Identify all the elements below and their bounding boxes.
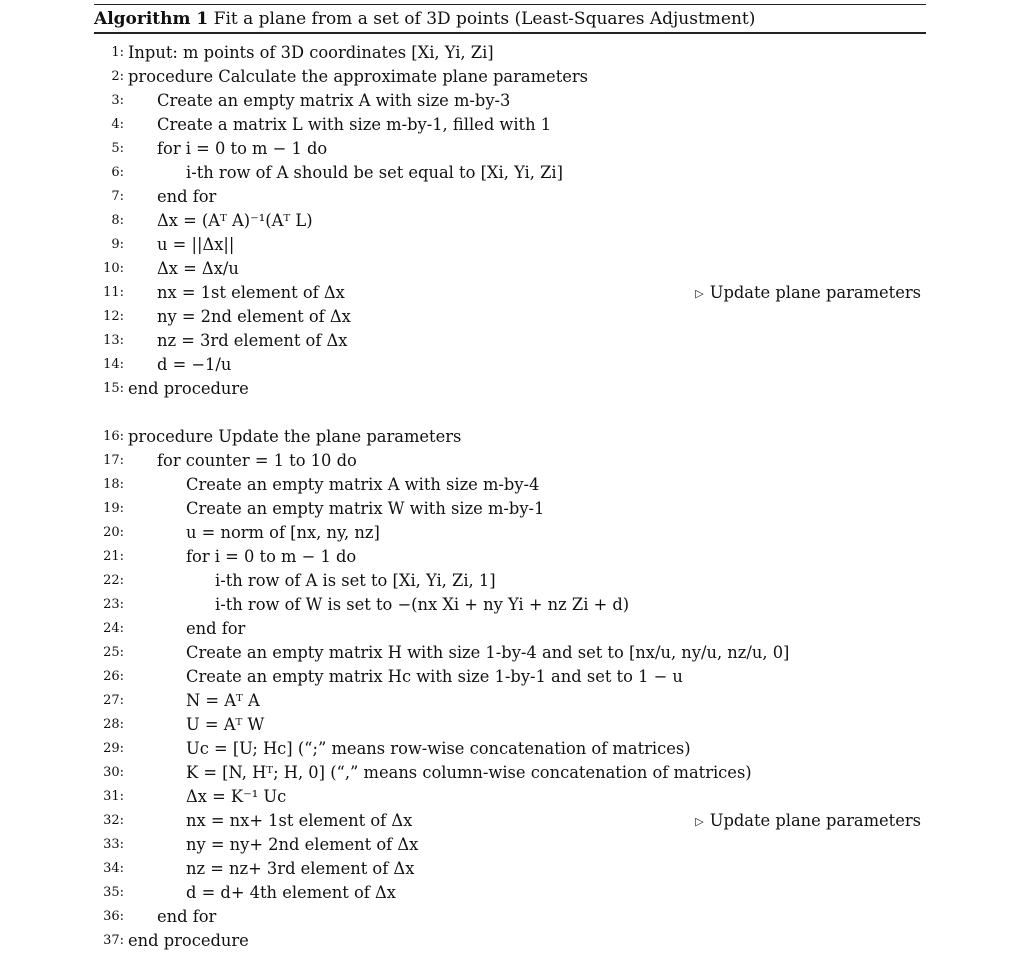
algorithm-line-36 [94, 905, 926, 929]
line-text: nz = 3rd element of Δx [157, 330, 348, 350]
line-text: Uc = [U; Hc] (“;” means row-wise concatenation of matrices) [186, 738, 691, 758]
line-text: for counter = 1 to 10 do [157, 450, 357, 470]
caption-text: Fit a plane from a set of 3D points (Least-Squares Adjustment) [213, 9, 756, 30]
line-text: ny = ny+ 2nd element of Δx [186, 834, 419, 854]
line-number: 10: [103, 260, 124, 276]
algorithm-line-4 [94, 113, 926, 137]
algorithm-line-7 [94, 185, 926, 209]
line-number: 18: [103, 476, 124, 492]
line-number: 33: [103, 836, 124, 852]
algorithm-body [94, 34, 926, 953]
line-number: 13: [103, 332, 124, 348]
algorithm-line-23 [94, 593, 926, 617]
line-text: u = ||Δx|| [157, 234, 235, 254]
line-number: 19: [103, 500, 124, 516]
line-number: 16: [103, 428, 124, 444]
algorithm-line-34 [94, 857, 926, 881]
algorithm-caption [94, 5, 926, 32]
line-text: i-th row of A should be set equal to [Xi, Yi, Zi] [186, 162, 563, 182]
line-text: ny = 2nd element of Δx [157, 306, 351, 326]
comment-text: Update plane parameters [709, 282, 921, 302]
line-text: Δx = K⁻¹ Uc [186, 786, 287, 806]
procedure-gap [94, 401, 926, 425]
algorithm-line-30 [94, 761, 926, 785]
line-text: end procedure [128, 378, 249, 398]
algorithm-line-22 [94, 569, 926, 593]
algorithm-line-11 [94, 281, 926, 305]
algorithm-line-18 [94, 473, 926, 497]
line-number: 27: [103, 692, 124, 708]
line-text: d = d+ 4th element of Δx [186, 882, 396, 902]
algorithm-comment [695, 809, 921, 834]
comment-triangle-icon: ▷ [695, 814, 704, 828]
line-text: U = Aᵀ W [186, 714, 265, 734]
line-number: 3: [111, 92, 124, 108]
line-text: end for [157, 906, 217, 926]
line-number: 20: [103, 524, 124, 540]
line-text: Create an empty matrix Hc with size 1-by-1 and set to 1 − u [186, 666, 683, 686]
algorithm-line-37 [94, 929, 926, 953]
line-number: 8: [111, 212, 124, 228]
line-text: N = Aᵀ A [186, 690, 260, 710]
line-text: u = norm of [nx, ny, nz] [186, 522, 380, 542]
algorithm-line-1 [94, 41, 926, 65]
algorithm-line-21 [94, 545, 926, 569]
line-number: 28: [103, 716, 124, 732]
line-text: for i = 0 to m − 1 do [157, 138, 328, 158]
line-text: Create an empty matrix A with size m-by-4 [186, 474, 540, 494]
line-text: nx = 1st element of Δx [157, 282, 345, 302]
line-text: i-th row of A is set to [Xi, Yi, Zi, 1] [215, 570, 496, 590]
algorithm-line-33 [94, 833, 926, 857]
line-number: 26: [103, 668, 124, 684]
comment-text: Update plane parameters [709, 810, 921, 830]
line-number: 14: [103, 356, 124, 372]
algorithm-line-15 [94, 377, 926, 401]
line-text: nz = nz+ 3rd element of Δx [186, 858, 415, 878]
line-number: 1: [111, 44, 124, 60]
line-number: 25: [103, 644, 124, 660]
comment-triangle-icon: ▷ [695, 286, 704, 300]
algorithm-line-20 [94, 521, 926, 545]
algorithm-block [94, 0, 926, 953]
algorithm-line-8 [94, 209, 926, 233]
line-number: 21: [103, 548, 124, 564]
algorithm-line-28 [94, 713, 926, 737]
algorithm-line-3 [94, 89, 926, 113]
algorithm-line-27 [94, 689, 926, 713]
line-text: K = [N, Hᵀ; H, 0] (“,” means column-wise concatenation of matrices) [186, 762, 752, 782]
line-number: 31: [103, 788, 124, 804]
line-number: 32: [103, 812, 124, 828]
algorithm-line-26 [94, 665, 926, 689]
line-number: 11: [103, 284, 124, 300]
algorithm-line-13 [94, 329, 926, 353]
line-text: Create an empty matrix A with size m-by-3 [157, 90, 511, 110]
line-number: 23: [103, 596, 124, 612]
line-number: 15: [103, 380, 124, 396]
line-number: 34: [103, 860, 124, 876]
line-text: procedure Update the plane parameters [128, 426, 462, 446]
line-text: d = −1/u [157, 354, 232, 374]
line-number: 2: [111, 68, 124, 84]
algorithm-line-16 [94, 425, 926, 449]
algorithm-line-31 [94, 785, 926, 809]
line-number: 29: [103, 740, 124, 756]
line-number: 17: [103, 452, 124, 468]
line-number: 9: [111, 236, 124, 252]
line-number: 35: [103, 884, 124, 900]
line-text: Δx = (Aᵀ A)⁻¹(Aᵀ L) [157, 210, 313, 230]
line-text: Create an empty matrix H with size 1-by-4 and set to [nx/u, ny/u, nz/u, 0] [186, 642, 790, 662]
line-text: Input: m points of 3D coordinates [Xi, Yi, Zi] [128, 42, 494, 62]
algorithm-line-6 [94, 161, 926, 185]
algorithm-line-24 [94, 617, 926, 641]
line-text: for i = 0 to m − 1 do [186, 546, 357, 566]
line-number: 6: [111, 164, 124, 180]
line-number: 36: [103, 908, 124, 924]
algorithm-comment [695, 281, 921, 306]
line-number: 12: [103, 308, 124, 324]
line-text: end procedure [128, 930, 249, 950]
algorithm-line-9 [94, 233, 926, 257]
line-text: i-th row of W is set to −(nx Xi + ny Yi + nz Zi + d) [215, 594, 630, 614]
algorithm-line-17 [94, 449, 926, 473]
algorithm-line-12 [94, 305, 926, 329]
algorithm-line-19 [94, 497, 926, 521]
algorithm-line-25 [94, 641, 926, 665]
line-text: Create a matrix L with size m-by-1, filled with 1 [157, 114, 552, 134]
line-text: end for [186, 618, 246, 638]
line-number: 4: [111, 116, 124, 132]
line-text: procedure Calculate the approximate plane parameters [128, 66, 589, 86]
algorithm-line-32 [94, 809, 926, 833]
algorithm-line-2 [94, 65, 926, 89]
line-number: 24: [103, 620, 124, 636]
line-text: nx = nx+ 1st element of Δx [186, 810, 413, 830]
algorithm-line-29 [94, 737, 926, 761]
algorithm-line-5 [94, 137, 926, 161]
caption-label: Algorithm 1 [94, 9, 209, 30]
line-text: Create an empty matrix W with size m-by-1 [186, 498, 545, 518]
line-text: Δx = Δx/u [157, 258, 239, 278]
line-number: 22: [103, 572, 124, 588]
algorithm-line-10 [94, 257, 926, 281]
line-number: 37: [103, 932, 124, 948]
algorithm-line-14 [94, 353, 926, 377]
line-number: 30: [103, 764, 124, 780]
line-text: end for [157, 186, 217, 206]
line-number: 7: [111, 188, 124, 204]
algorithm-line-35 [94, 881, 926, 905]
line-number: 5: [111, 140, 124, 156]
